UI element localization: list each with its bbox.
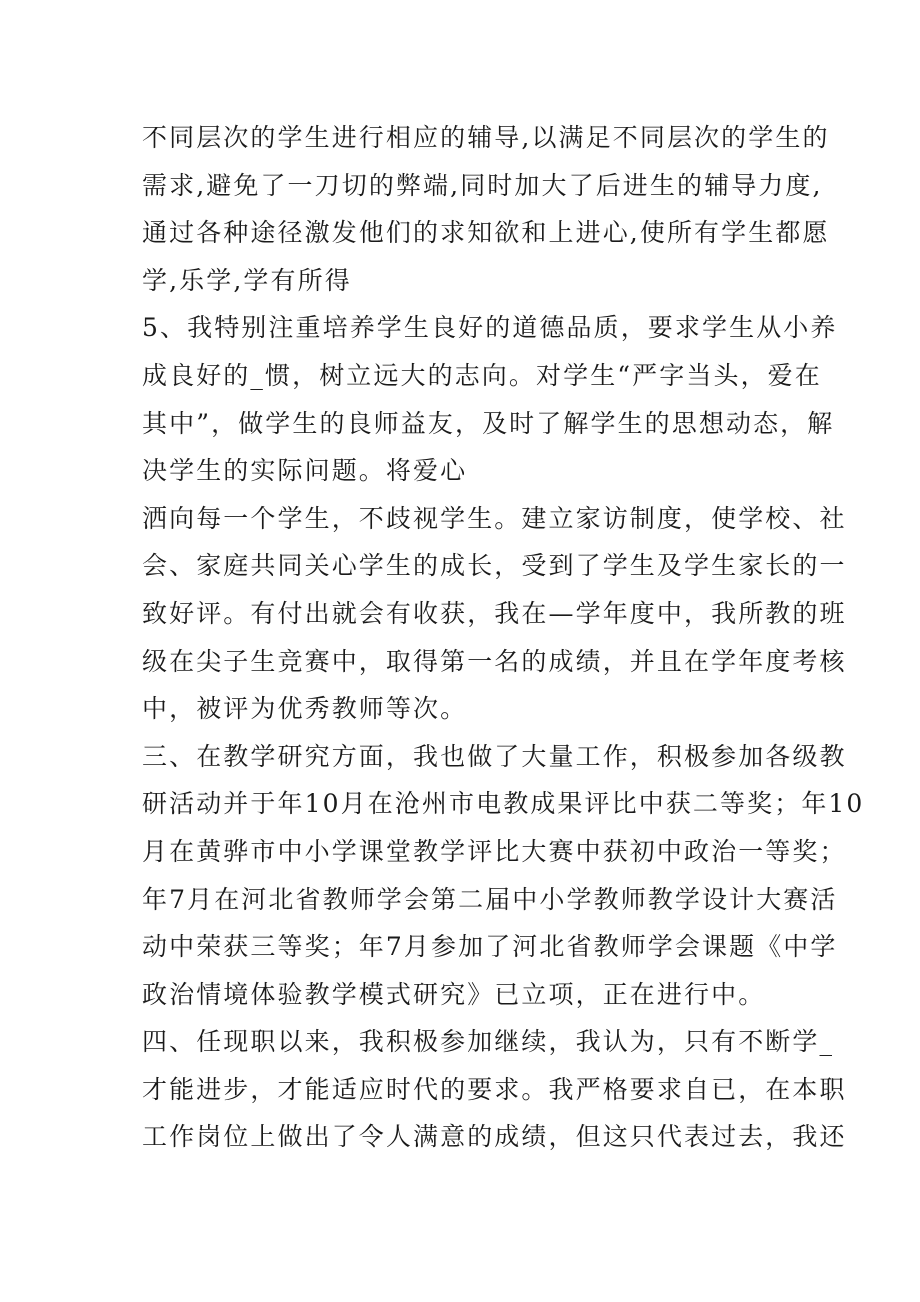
text-line: 洒向每一个学生，不歧视学生。建立家访制度，使学校、社 bbox=[142, 503, 847, 533]
text-line: 不同层次的学生进行相应的辅导,以满足不同层次的学生的 bbox=[142, 123, 830, 152]
text-line: 通过各种途径激发他们的求知欲和上进心,使所有学生都愿 bbox=[142, 218, 830, 248]
text-line: 会、家庭共同关心学生的成长，受到了学生及学生家长的一 bbox=[142, 551, 847, 581]
text-line: 才能进步，才能适应时代的要求。我严格要求自已，在本职 bbox=[142, 1074, 847, 1104]
text-line: 四、任现职以来，我积极参加继续，我认为，只有不断学_ bbox=[142, 1027, 835, 1057]
text-line: 三、在教学研究方面，我也做了大量工作，积极参加各级教 bbox=[142, 741, 847, 771]
document-body bbox=[142, 114, 865, 1161]
text-line: 需求,避免了一刀切的弊端,同时加大了后进生的辅导力度, bbox=[142, 170, 823, 200]
text-line: 学,乐学,学有所得 bbox=[142, 265, 352, 295]
text-line: 工作岗位上做出了令人满意的成绩，但这只代表过去，我还 bbox=[142, 1122, 847, 1152]
text-line: 5、我特别注重培养学生良好的道德品质，要求学生从小养 bbox=[142, 313, 838, 343]
text-line: 决学生的实际问题。将爱心 bbox=[142, 456, 468, 486]
text-line: 研活动并于年10月在沧州市电教成果评比中获二等奖；年10 bbox=[142, 789, 865, 819]
text-line: 成良好的_惯，树立远大的志向。对学生“严字当头，爱在 bbox=[142, 360, 822, 390]
text-line: 动中荣获三等奖；年7月参加了河北省教师学会课题《中学 bbox=[142, 932, 838, 962]
text-line: 级在尖子生竞赛中，取得第一名的成绩，并且在学年度考核 bbox=[142, 646, 847, 676]
text-line: 其中”，做学生的良师益友，及时了解学生的思想动态，解 bbox=[142, 408, 835, 438]
text-line: 政治情境体验教学模式研究》已立项，正在进行中。 bbox=[142, 979, 766, 1009]
text-line: 致好评。有付出就会有收获，我在—学年度中，我所教的班 bbox=[142, 598, 847, 628]
text-line: 年7月在河北省教师学会第二届中小学教师教学设计大赛活 bbox=[142, 884, 838, 914]
text-line: 中，被评为优秀教师等次。 bbox=[142, 694, 468, 724]
text-line: 月在黄骅市中小学课堂教学评比大赛中获初中政治一等奖； bbox=[142, 836, 847, 866]
